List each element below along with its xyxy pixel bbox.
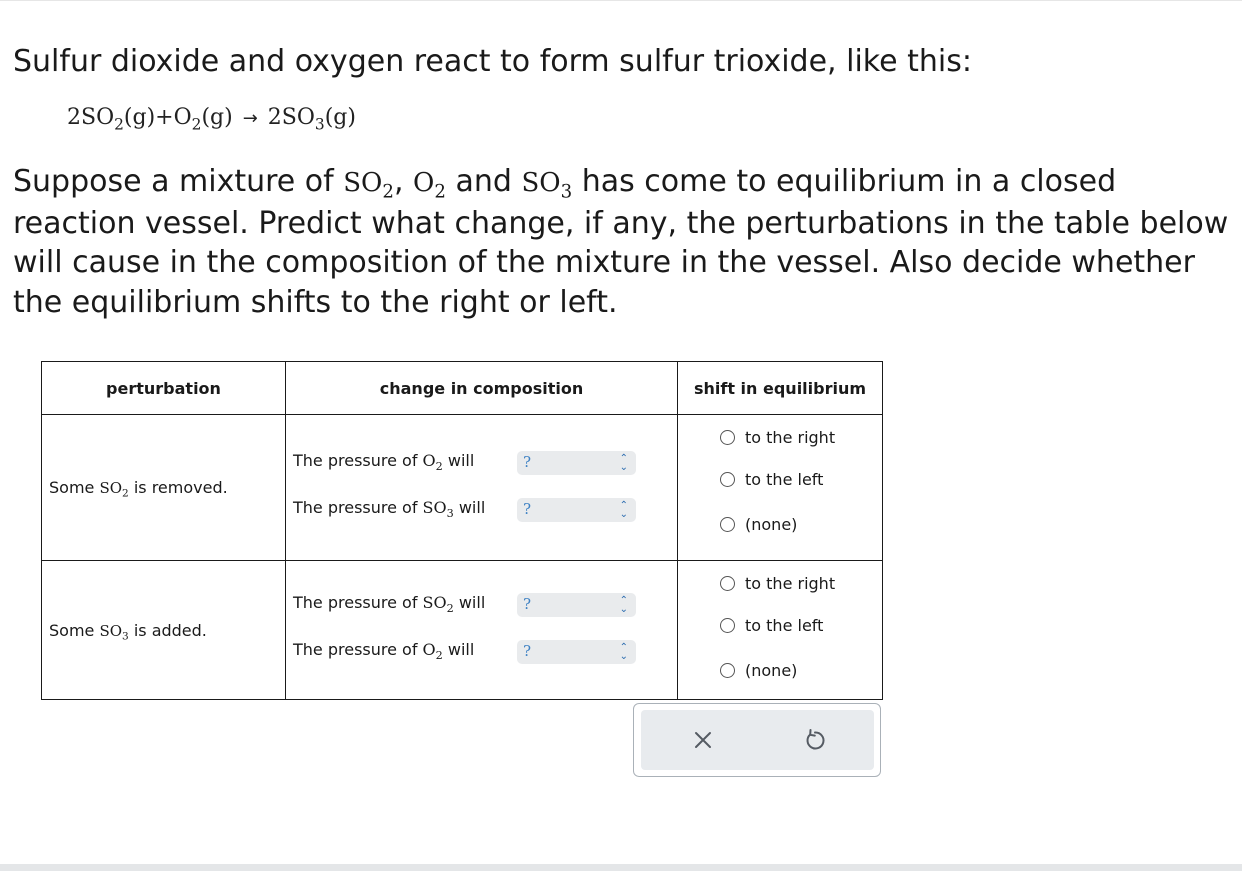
undo-icon [802,727,828,753]
select-value: ? [523,452,532,471]
radio-circle[interactable] [720,430,735,445]
formula-subscript: 3 [560,181,573,203]
formula-symbol: SO [343,168,383,198]
formula-symbol: SO [521,168,561,198]
formula-subscript: 2 [446,601,454,615]
change-label [293,640,475,662]
radio-circle[interactable] [720,618,735,633]
shift-cell [678,561,883,700]
eq-subscript: 3 [314,115,325,134]
select-value: ? [523,595,532,613]
chevron-up-down-icon: ⌃ ⌄ [619,595,628,615]
change-text: The pressure of [293,450,423,470]
formula-subscript: 3 [446,506,454,520]
formula [422,640,443,662]
eq-plus: + [155,105,174,130]
shift-option[interactable] [678,604,882,646]
header-shift-in-equilibrium: shift in equilibrium [678,362,883,415]
change-line [286,583,677,630]
pressure-change-select[interactable] [517,640,636,664]
perturbation-text: Some [49,620,100,640]
formula [422,497,454,520]
eq-formula: O [173,105,192,130]
perturbation-table [41,361,883,700]
formula-o2 [413,168,446,203]
perturbation-text: is removed. [128,478,228,497]
change-text: The pressure of [293,640,423,659]
change-text: will [453,593,486,612]
formula-symbol: SO [99,621,123,640]
question-text [13,162,1238,322]
formula-symbol: O [422,640,436,659]
eq-state: (g) [123,105,156,130]
shift-option[interactable] [678,458,882,500]
radio-label[interactable]: (none) [745,661,798,680]
question-part: has come to equilibrium in a closed reaction vessel. Predict what change, if any, the perturbations in the table below will cause in the composition of the mixture in the vessel. Also decide whether the equilibrium shifts to the right or left. [13,164,1229,320]
shift-cell [678,415,883,561]
change-line [286,630,677,677]
table-row [42,415,883,561]
radio-circle[interactable] [720,576,735,591]
change-line [286,488,677,535]
formula [99,621,129,643]
formula-subscript: 2 [435,459,443,473]
shift-option[interactable] [678,416,882,458]
formula-symbol: O [422,450,436,470]
change-label [293,497,486,520]
change-text: The pressure of [293,497,423,517]
question-and: and [445,164,522,199]
answer-action-panel [633,703,881,777]
chemical-equation [67,98,356,139]
table-header-row [42,362,883,415]
radio-circle[interactable] [720,517,735,532]
formula-subscript: 2 [122,487,129,500]
eq-subscript: 2 [114,115,124,134]
change-label [293,450,475,473]
eq-formula: SO [281,105,315,130]
header-perturbation: perturbation [42,362,286,415]
change-label [293,593,486,615]
eq-coefficient: 2 [267,105,282,130]
action-bar [641,710,874,770]
change-text: will [442,450,475,470]
radio-label[interactable]: to the left [745,470,824,489]
formula-subscript: 2 [434,181,446,203]
chevron-up-down-icon: ⌃ ⌄ [619,452,628,473]
radio-label[interactable]: to the right [745,574,836,593]
eq-state: (g) [201,105,233,130]
x-icon [691,728,715,752]
change-cell [286,415,678,561]
perturbation-cell [42,415,286,561]
formula-subscript: 2 [435,648,443,662]
eq-subscript: 2 [191,115,202,134]
formula-symbol: SO [99,479,123,497]
undo-button[interactable] [802,727,828,753]
select-value: ? [523,642,532,660]
select-value: ? [523,499,532,518]
intro-text: Sulfur dioxide and oxygen react to form sulfur trioxide, like this: [13,44,972,79]
formula-symbol: O [413,168,435,198]
perturbation-text: Some [49,478,100,497]
formula [422,450,443,473]
shift-option[interactable] [678,562,882,604]
formula-subscript: 2 [382,181,394,203]
question-part: Suppose a mixture of [13,164,344,199]
formula-so2 [343,168,394,203]
clear-answer-button[interactable] [691,728,715,752]
pressure-change-select[interactable] [517,498,636,522]
pressure-change-select[interactable] [517,451,636,475]
formula-symbol: SO [422,497,447,517]
radio-label[interactable]: to the left [745,616,824,635]
question-comma: , [393,164,414,199]
reaction-arrow-icon: → [242,108,258,129]
radio-circle[interactable] [720,472,735,487]
table-row [42,561,883,700]
change-text: The pressure of [293,593,423,612]
radio-label[interactable]: (none) [745,515,798,534]
eq-state: (g) [324,105,356,130]
formula [422,593,454,615]
change-line [286,441,677,488]
eq-coefficient: 2 [67,105,81,130]
change-text: will [442,640,475,659]
formula-symbol: SO [422,593,447,612]
header-change-in-composition: change in composition [286,362,678,415]
change-text: will [453,497,486,517]
eq-formula: SO [81,105,115,130]
top-divider [0,0,1242,1]
formula-so3 [521,168,573,203]
shift-option[interactable] [678,503,882,545]
pressure-change-select[interactable] [517,593,636,617]
bottom-divider [0,864,1242,871]
perturbation-cell [42,561,286,700]
chevron-up-down-icon: ⌃ ⌄ [619,642,628,662]
shift-option[interactable] [678,649,882,691]
radio-label[interactable]: to the right [745,428,836,447]
radio-circle[interactable] [720,663,735,678]
chevron-up-down-icon: ⌃ ⌄ [619,499,628,520]
perturbation-text: is added. [128,620,207,640]
formula-subscript: 3 [122,630,129,643]
change-cell [286,561,678,700]
formula [99,479,129,500]
